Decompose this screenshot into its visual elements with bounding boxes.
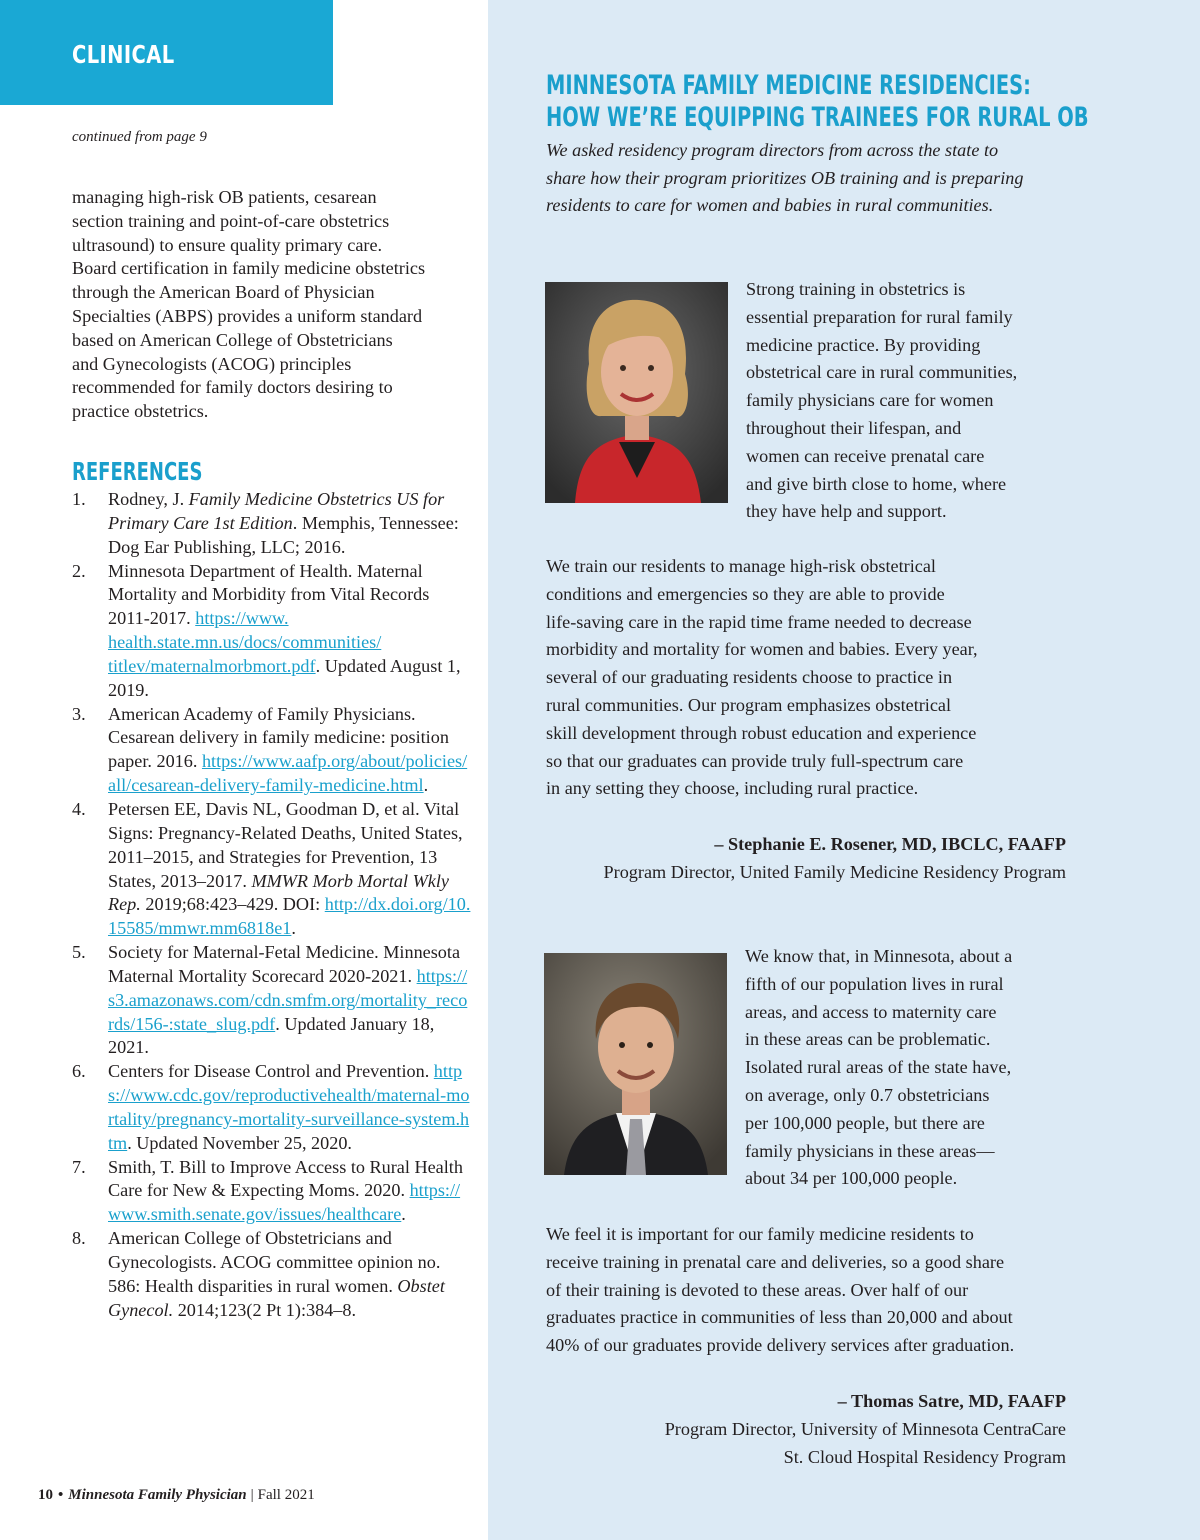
reference-text: Smith, T. Bill to Improve Access to Rural Health Care for New & Expecting Moms. 2020.: [108, 1156, 463, 1201]
reference-number: 7.: [72, 1156, 86, 1177]
rosener-quote-part1: [746, 276, 1066, 526]
publication-name: Minnesota Family Physician: [68, 1487, 247, 1503]
reference-text: .: [401, 1204, 406, 1225]
reference-item: [72, 703, 472, 798]
text-line: Isolated rural areas of the state have,: [745, 1057, 1012, 1078]
reference-text: Society for Maternal-Fetal Medicine. Minnesota Maternal Mortality Scorecard 2020-2021.: [108, 942, 461, 986]
section-label: CLINICAL: [72, 40, 175, 69]
text-line: family physicians care for women: [746, 390, 994, 411]
text-line: and Gynecologists (ACOG) principles: [72, 353, 352, 374]
text-line: fifth of our population lives in rural: [745, 973, 1004, 994]
rosener-quote-part2: [546, 553, 1046, 803]
text-line: family physicians in these areas—: [745, 1140, 995, 1161]
reference-link[interactable]: https://s3.amazonaws.com/cdn.smfm.org/mortality_records/156-:state_slug.pdf: [108, 965, 468, 1034]
reference-link[interactable]: http://dx.doi.org/10.15585/mmwr.mm6818e1: [108, 894, 471, 939]
signature-title: Program Director, University of Minnesota CentraCare: [664, 1419, 1066, 1439]
reference-text: . Updated January 18, 2021.: [108, 1013, 435, 1058]
text-line: practice obstetrics.: [72, 401, 209, 422]
reference-link[interactable]: https://www.smith.senate.gov/issues/healthcare: [108, 1180, 461, 1225]
text-line: recommended for family doctors desiring to: [72, 377, 393, 398]
reference-text: . Updated August 1, 2019.: [108, 655, 461, 700]
reference-item: [72, 1227, 472, 1322]
reference-link[interactable]: https://www.aafp.org/about/policies/all/cesarean-delivery-family-medicine.html: [108, 751, 468, 796]
reference-text: . Memphis, Tennessee: Dog Ear Publishing, LLC; 2016.: [108, 512, 459, 557]
reference-title: MMWR Morb Mortal Wkly Rep.: [108, 870, 449, 915]
text-line: areas, and access to maternity care: [745, 1001, 997, 1022]
continued-note: continued from page 9: [72, 129, 207, 145]
portrait-photo-rosener: [545, 282, 728, 503]
text-line: life-saving care in the rapid time frame needed to decrease: [546, 611, 972, 632]
reference-number: 1.: [72, 489, 86, 509]
text-line: on average, only 0.7 obstetricians: [745, 1084, 990, 1105]
text-line: share how their program prioritizes OB training and is preparing: [546, 167, 1024, 188]
text-line: ultrasound) to ensure quality primary care.: [72, 234, 383, 255]
text-line: Specialties (ABPS) provides a uniform standard: [72, 305, 423, 326]
reference-number: 6.: [72, 1061, 86, 1082]
signature-title: St. Cloud Hospital Residency Program: [783, 1447, 1066, 1467]
reference-text: 2014;123(2 Pt 1):384–8.: [173, 1299, 357, 1320]
text-line: We feel it is important for our family medicine residents to: [546, 1224, 974, 1244]
reference-text: 2019;68:423–429. DOI:: [140, 894, 325, 915]
signature-name: – Thomas Satre, MD, FAAFP: [837, 1391, 1066, 1411]
reference-text: .: [423, 775, 429, 796]
reference-item: [72, 488, 472, 560]
page-number: 10: [38, 1487, 53, 1503]
text-line: receive training in prenatal care and deliveries, so a good share: [546, 1251, 1005, 1272]
text-line: graduates practice in communities of less than 20,000 and about: [546, 1307, 1013, 1328]
text-line: and give birth close to home, where: [746, 473, 1007, 494]
text-line: in any setting they choose, including rural practice.: [546, 778, 919, 799]
text-line: of their training is devoted to these areas. Over half of our: [546, 1279, 969, 1300]
reference-number: 2.: [72, 560, 86, 581]
text-line: rural communities. Our program emphasizes obstetrical: [546, 694, 952, 715]
text-line: women can receive prenatal care: [746, 445, 985, 466]
text-line: residents to care for women and babies in rural communities.: [546, 195, 994, 215]
bullet-separator: •: [58, 1487, 64, 1503]
text-line: Strong training in obstetrics is: [746, 279, 966, 299]
reference-item: [72, 1060, 472, 1155]
reference-title: Obstet Gynecol.: [108, 1275, 445, 1320]
reference-link[interactable]: https://www. health.state.mn.us/docs/communities/ titlev/maternalmorbmort.pdf: [108, 608, 382, 676]
text-line: based on American College of Obstetricians: [72, 329, 393, 350]
reference-item: [72, 798, 472, 941]
text-line: throughout their lifespan, and: [746, 417, 962, 438]
text-line: in these areas can be problematic.: [745, 1029, 991, 1050]
pipe-separator: |: [250, 1487, 254, 1503]
reference-text: Minnesota Department of Health. Maternal Mortality and Morbidity from Vital Records 2011-2017.: [108, 560, 430, 629]
reference-item: [72, 941, 472, 1060]
text-line: We train our residents to manage high-risk obstetrical: [546, 556, 936, 576]
reference-number: 3.: [72, 703, 86, 724]
text-line: they have help and support.: [746, 501, 947, 522]
text-line: through the American Board of Physician: [72, 282, 375, 303]
text-line: obstetrical care in rural communities,: [746, 362, 1018, 383]
page-footer: [38, 1487, 315, 1504]
satre-quote-part1: [745, 943, 1065, 1193]
issue-label: Fall 2021: [257, 1487, 315, 1503]
reference-item: [72, 1156, 472, 1228]
text-line: skill development through robust education and experience: [546, 722, 977, 743]
satre-signature: [665, 1387, 1066, 1471]
reference-number: 8.: [72, 1228, 86, 1249]
article-heading: [546, 70, 1089, 134]
heading-line: HOW WE’RE EQUIPPING TRAINEES FOR RURAL OB: [546, 102, 1089, 133]
satre-quote-part2: [546, 1221, 1066, 1360]
text-line: several of our graduating residents choose to practice in: [546, 667, 953, 688]
text-line: per 100,000 people, but there are: [745, 1112, 985, 1133]
article-intro: [546, 137, 1066, 220]
reference-text: Centers for Disease Control and Prevention.: [108, 1061, 434, 1082]
text-line: essential preparation for rural family: [746, 306, 1013, 327]
reference-text: American College of Obstetricians and Gynecologists. ACOG committee opinion no. 586: Health disparities in rural women.: [108, 1228, 441, 1296]
text-line: We know that, in Minnesota, about a: [745, 946, 1013, 966]
signature-name: – Stephanie E. Rosener, MD, IBCLC, FAAFP: [714, 834, 1066, 854]
left-body-text: [72, 186, 472, 424]
references-list: [72, 488, 472, 1323]
reference-text: Rodney, J.: [108, 489, 189, 509]
reference-text: . Updated November 25, 2020.: [127, 1132, 352, 1153]
text-line: 40% of our graduates provide delivery services after graduation.: [546, 1335, 1015, 1356]
text-line: medicine practice. By providing: [746, 334, 981, 355]
text-line: about 34 per 100,000 people.: [745, 1168, 958, 1189]
reference-link[interactable]: https://www.cdc.gov/reproductivehealth/maternal-mortality/pregnancy-mortality-surveillance-system.htm: [108, 1061, 470, 1153]
portrait-photo-satre: [544, 953, 727, 1175]
text-line: managing high-risk OB patients, cesarean: [72, 187, 377, 207]
references-heading: REFERENCES: [72, 457, 203, 486]
text-line: Board certification in family medicine obstetrics: [72, 258, 426, 279]
section-tab: [0, 0, 333, 105]
signature-title: Program Director, United Family Medicine Residency Program: [603, 862, 1066, 882]
reference-text: Petersen EE, Davis NL, Goodman D, et al. Vital Signs: Pregnancy-Related Deaths, United States, 2011–2015, and Strategies for Prevention, 13 States, 2013–2017.: [108, 798, 463, 891]
text-line: conditions and emergencies so they are able to provide: [546, 583, 945, 604]
text-line: so that our graduates can provide truly full-spectrum care: [546, 750, 964, 771]
reference-title: Family Medicine Obstetrics US for Primary Care 1st Edition: [108, 489, 445, 533]
reference-text: American Academy of Family Physicians. Cesarean delivery in family medicine: position paper. 2016.: [108, 703, 449, 772]
text-line: morbidity and mortality for women and babies. Every year,: [546, 639, 978, 660]
text-line: section training and point-of-care obstetrics: [72, 210, 390, 231]
reference-number: 5.: [72, 942, 86, 963]
text-line: We asked residency program directors from across the state to: [546, 140, 999, 160]
rosener-signature: [604, 830, 1066, 886]
reference-text: .: [291, 918, 296, 939]
heading-line: MINNESOTA FAMILY MEDICINE RESIDENCIES:: [546, 70, 1031, 101]
reference-number: 4.: [72, 798, 86, 819]
reference-item: [72, 560, 472, 703]
